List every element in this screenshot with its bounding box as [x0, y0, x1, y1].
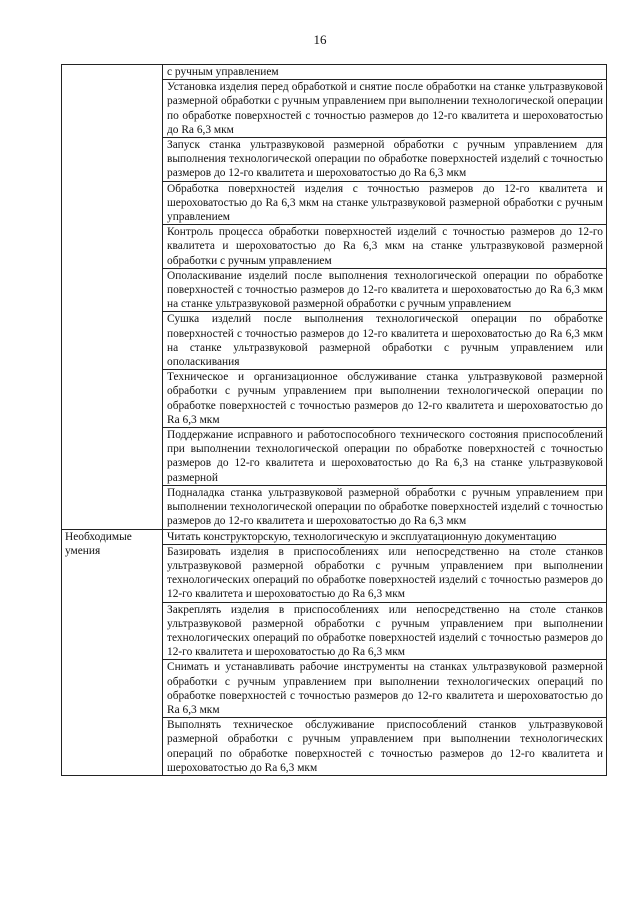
item-text: Закреплять изделия в приспособлениях или непосредственно на столе станков ультразвуковой размерной обработки с ручным управлением при выполнении технологических операций по обработке поверхностей изделий с точностью размеров до 12-го квалитета и шероховатостью до Ra 6,3 мкм	[167, 603, 603, 659]
table-body	[62, 65, 607, 776]
item-cell	[163, 718, 607, 776]
item-text: Техническое и организационное обслуживание станка ультразвуковой размерной обработки с ручным управлением при выполнении технологической операции по обработке поверхностей с точностью размеров до 12-го квалитета и шероховатостью до Ra 6,3 мкм	[167, 371, 603, 426]
item-cell	[163, 80, 607, 138]
item-text: Выполнять техническое обслуживание приспособлений станков ультразвуковой размерной обработки с ручным управлением при выполнении технологических операций по обработке поверхностей с точностью размеров до 12-го квалитета и шероховатостью до Ra 6,3 мкм	[167, 719, 603, 774]
item-cell	[163, 602, 607, 660]
item-cell	[163, 428, 607, 486]
item-text: Читать конструкторскую, технологическую и эксплуатационную документацию	[167, 530, 557, 543]
item-text: Подналадка станка ультразвуковой размерной обработки с ручным управлением при выполнении технологической операции по обработке поверхностей изделий с точностью размеров до 12-го квалитета и шероховатостью до Ra 6,3 мкм	[167, 486, 603, 528]
item-cell	[163, 138, 607, 182]
item-cell	[163, 544, 607, 602]
item-text: Базировать изделия в приспособлениях или непосредственно на столе станков ультразвуковой размерной обработки с ручным управлением при выполнении технологических операций по обработке поверхностей изделий с точностью размеров до 12-го квалитета и шероховатостью до Ra 6,3 мкм	[167, 545, 603, 601]
item-text: Ополаскивание изделий после выполнения технологической операции по обработке поверхностей с точностью размеров до 12-го квалитета и шероховатостью до Ra 6,3 мкм на станке ультразвуковой размерной обработки с ручным управлением	[167, 269, 603, 311]
table-row	[62, 65, 607, 80]
item-cell	[163, 370, 607, 428]
item-cell	[163, 660, 607, 718]
section-label-cell	[62, 65, 163, 530]
item-text: Запуск станка ультразвуковой размерной обработки с ручным управлением для выполнения технологической операции по обработке поверхностей изделий с точностью размеров до 12-го квалитета и шероховатостью до Ra 6,3 мкм	[167, 139, 603, 180]
item-cell	[163, 529, 607, 544]
item-text: Контроль процесса обработки поверхностей изделий с точностью размеров до 12-го квалитета и шероховатостью до Ra 6,3 мкм на станке ультразвуковой размерной обработки с ручным управлением	[167, 226, 603, 267]
item-cell	[163, 65, 607, 80]
item-cell	[163, 268, 607, 312]
page-number: 16	[313, 32, 327, 47]
section-label-cell	[62, 529, 163, 775]
competency-table	[61, 64, 607, 776]
section-label: Необходимые умения	[65, 530, 132, 557]
item-cell	[163, 312, 607, 370]
item-cell	[163, 181, 607, 225]
table-row	[62, 529, 607, 544]
item-text: Установка изделия перед обработкой и снятие после обработки на станке ультразвуковой размерной обработки с ручным управлением при выполнении технологической операции по обработке поверхностей с точностью размеров до 12-го квалитета и шероховатостью до Ra 6,3 мкм	[167, 81, 603, 136]
item-cell	[163, 485, 607, 529]
item-text: Поддержание исправного и работоспособного технического состояния приспособлений при выполнении технологической операции по обработке поверхностей с точностью размеров до 12-го квалитета и шероховатостью до Ra 6,3 на станке ультразвуковой размерной	[167, 429, 603, 484]
item-text: Обработка поверхностей изделия с точностью размеров до 12-го квалитета и шероховатостью до Ra 6,3 мкм на станке ультразвуковой размерной обработки с ручным управлением	[167, 182, 603, 224]
item-text: Сушка изделий после выполнения технологической операции по обработке поверхностей с точностью размеров до 12-го квалитета и шероховатостью до Ra 6,3 мкм на станке ультразвуковой размерной обработки с ручным управлением или ополаскивания	[167, 313, 603, 369]
item-text: с ручным управлением	[167, 66, 279, 78]
item-text: Снимать и устанавливать рабочие инструменты на станках ультразвуковой размерной обработки с ручным управлением при выполнении технологических операций по обработке поверхностей с точностью размеров до 12-го квалитета и шероховатостью до Ra 6,3 мкм	[167, 661, 603, 716]
item-cell	[163, 225, 607, 269]
